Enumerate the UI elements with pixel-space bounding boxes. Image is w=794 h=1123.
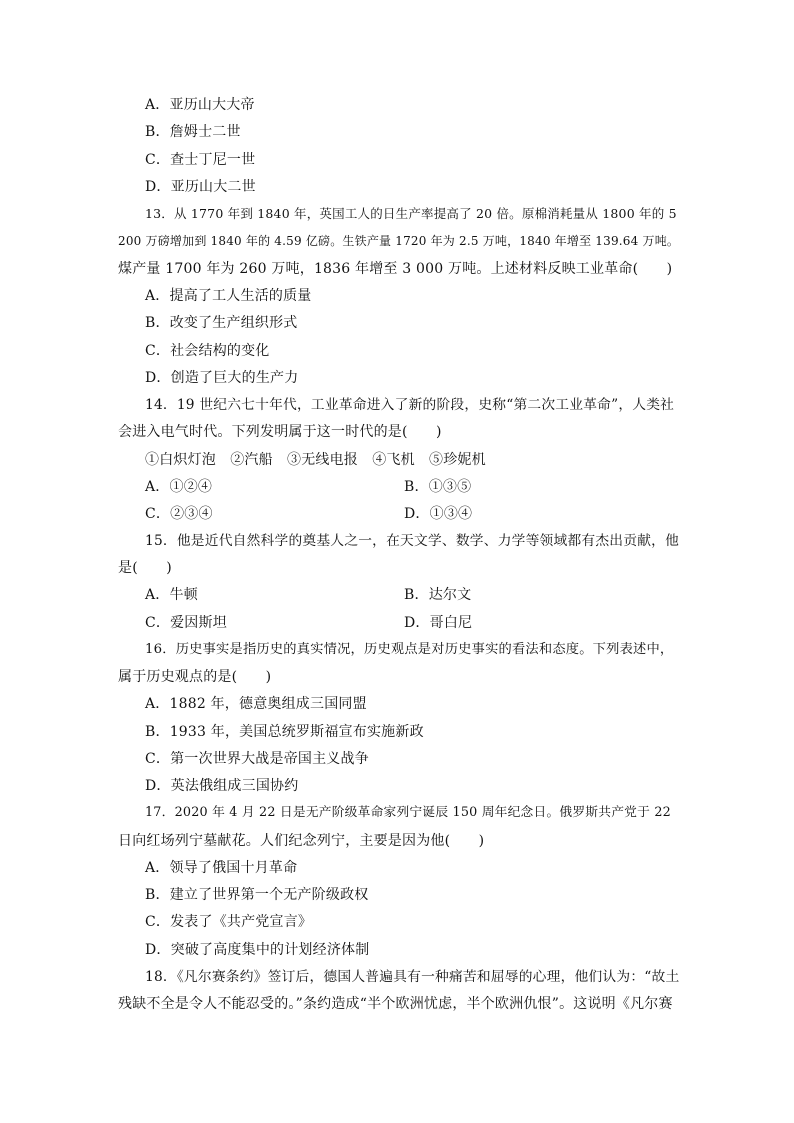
q17-option-d: D．突破了高度集中的计划经济体制 [145, 942, 370, 958]
q14-stem-line-1: 14．19 世纪六七十年代，工业革命进入了新的阶段，史称“第二次工业革命”，人类社 [145, 397, 675, 413]
q15-option-a: A．牛顿 [145, 587, 198, 603]
q15-option-c: C．爱因斯坦 [145, 615, 227, 631]
q13-stem-line-3: 煤产量 1700 年为 260 万吨，1836 年增至 3 000 万吨。上述材料反映工业革命( ) [118, 261, 673, 277]
q14-option-c: C．②③④ [145, 506, 213, 522]
q15-stem-line-1: 15．他是近代自然科学的奠基人之一，在天文学、数学、力学等领域都有杰出贡献，他 [145, 533, 680, 549]
q15-option-d: D．哥白尼 [404, 615, 473, 631]
q16-option-b: B．1933 年，美国总统罗斯福宣布实施新政 [145, 724, 424, 740]
q16-option-a: A．1882 年，德意奥组成三国同盟 [145, 696, 367, 712]
q17-stem-line-1: 17．2020 年 4 月 22 日是无产阶级革命家列宁诞辰 150 周年纪念日。俄罗斯共产党于 22 [145, 805, 671, 820]
q14-option-a: A．①②④ [145, 479, 213, 495]
q13-option-b: B．改变了生产组织形式 [145, 315, 298, 331]
q17-option-c: C．发表了《共产党宣言》 [145, 914, 313, 930]
q17-option-a: A．领导了俄国十月革命 [145, 860, 298, 876]
q13-option-a: A．提高了工人生活的质量 [145, 288, 312, 304]
q13-option-c: C．社会结构的变化 [145, 343, 270, 359]
q12-option-c: C．查士丁尼一世 [145, 152, 256, 168]
q18-stem-line-2: 残缺不全是令人不能忍受的。”条约造成“半个欧洲忧虑，半个欧洲仇恨”。这说明《凡尔赛 [118, 996, 673, 1012]
q14-stem-line-2: 会进入电气时代。下列发明属于这一时代的是( ) [118, 424, 442, 440]
q16-option-c: C．第一次世界大战是帝国主义战争 [145, 751, 369, 767]
q16-stem-line-2: 属于历史观点的是( ) [118, 669, 272, 685]
q12-option-b: B．詹姆士二世 [145, 124, 241, 140]
q17-stem-line-2: 日向红场列宁墓献花。人们纪念列宁，主要是因为他( ) [118, 833, 485, 849]
q14-option-d: D．①③④ [404, 506, 473, 522]
q14-option-b: B．①③⑤ [404, 479, 472, 495]
q13-stem-line-2: 200 万磅增加到 1840 年的 4.59 亿磅。生铁产量 1720 年为 2.5 万吨，1840 年增至 139.64 万吨。 [118, 234, 680, 248]
q13-stem-line-1: 13．从 1770 年到 1840 年，英国工人的日生产率提高了 20 倍。原棉消耗量从 1800 年的 5 [145, 206, 677, 221]
q12-option-a: A．亚历山大大帝 [145, 97, 255, 113]
q12-option-d: D．亚历山大二世 [145, 179, 256, 195]
q15-stem-line-2: 是( ) [118, 560, 172, 576]
q16-stem-line-1: 16．历史事实是指历史的真实情况，历史观点是对历史事实的看法和态度。下列表述中， [145, 642, 674, 657]
q17-option-b: B．建立了世界第一个无产阶级政权 [145, 887, 369, 903]
q13-option-d: D．创造了巨大的生产力 [145, 370, 299, 386]
q18-stem-line-1: 18．《凡尔赛条约》签订后，德国人普遍具有一种痛苦和屈辱的心理，他们认为：“故土 [145, 969, 680, 985]
q15-option-b: B．达尔文 [404, 587, 472, 603]
q16-option-d: D．英法俄组成三国协约 [145, 778, 299, 794]
q14-items: ①白炽灯泡 ②汽船 ③无线电报 ④飞机 ⑤珍妮机 [145, 452, 486, 468]
